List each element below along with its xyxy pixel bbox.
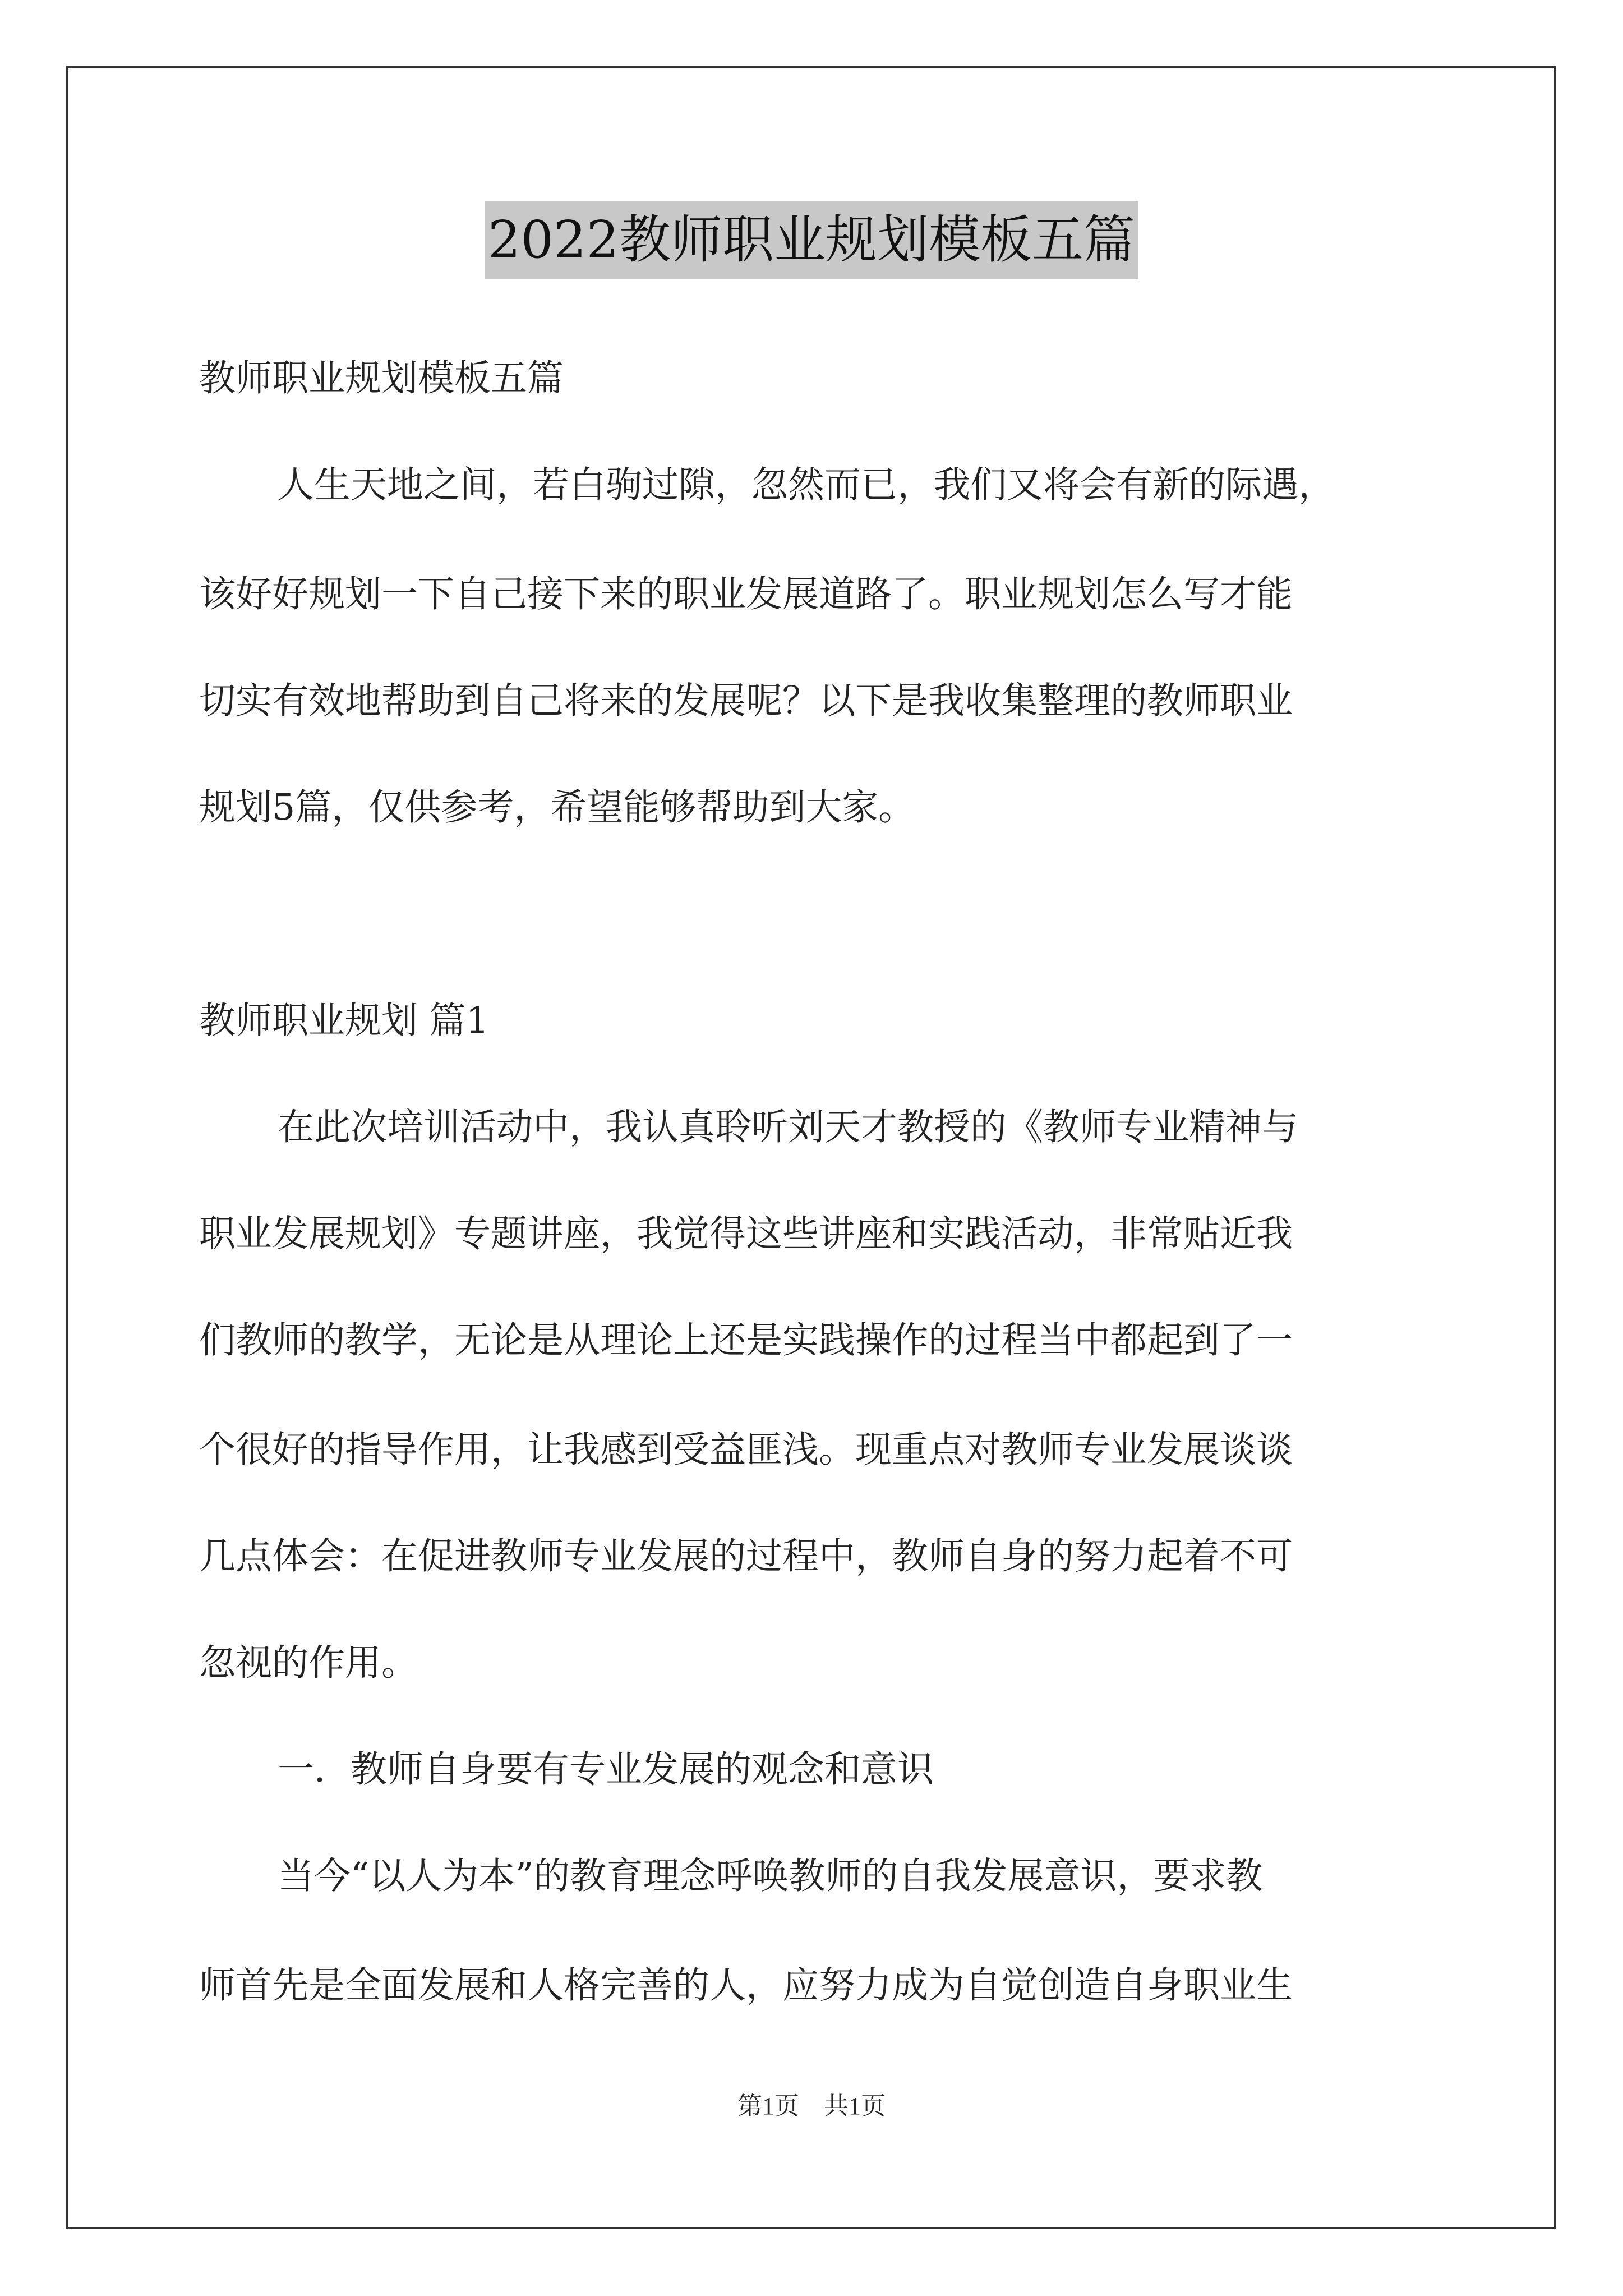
subtitle-line: 教师职业规划模板五篇 xyxy=(199,357,564,399)
body-line: 忽视的作用。 xyxy=(199,1642,418,1684)
page-number: 第1页 共1页 xyxy=(737,2092,886,2120)
body-line: 人生天地之间，若白驹过隙，忽然而已，我们又将会有新的际遇， xyxy=(278,464,1335,506)
document-title: 2022教师职业规划模板五篇 xyxy=(485,201,1138,279)
body-line: 在此次培训活动中，我认真聆听刘天才教授的《教师专业精神与 xyxy=(278,1106,1299,1148)
body-line: 该好好规划一下自己接下来的职业发展道路了。职业规划怎么写才能 xyxy=(199,573,1293,615)
body-line: 几点体会：在促进教师专业发展的过程中，教师自身的努力起着不可 xyxy=(199,1535,1293,1577)
title-area xyxy=(0,201,1623,279)
body-line: 当今“以人为本”的教育理念呼唤教师的自我发展意识，要求教 xyxy=(278,1855,1263,1897)
body-line: 个很好的指导作用，让我感到受益匪浅。现重点对教师专业发展谈谈 xyxy=(199,1429,1293,1471)
body-line: 规划5篇，仅供参考，希望能够帮助到大家。 xyxy=(199,786,915,829)
body-line: 们教师的教学，无论是从理论上还是实践操作的过程当中都起到了一 xyxy=(199,1319,1293,1361)
subsection-heading: 一．教师自身要有专业发展的观念和意识 xyxy=(278,1749,934,1791)
body-line: 师首先是全面发展和人格完善的人，应努力成为自觉创造自身职业生 xyxy=(199,1964,1293,2007)
body-line: 切实有效地帮助到自己将来的发展呢？以下是我收集整理的教师职业 xyxy=(199,680,1293,722)
section-heading: 教师职业规划 篇1 xyxy=(199,1000,490,1042)
body-line: 职业发展规划》专题讲座，我觉得这些讲座和实践活动，非常贴近我 xyxy=(199,1213,1293,1255)
